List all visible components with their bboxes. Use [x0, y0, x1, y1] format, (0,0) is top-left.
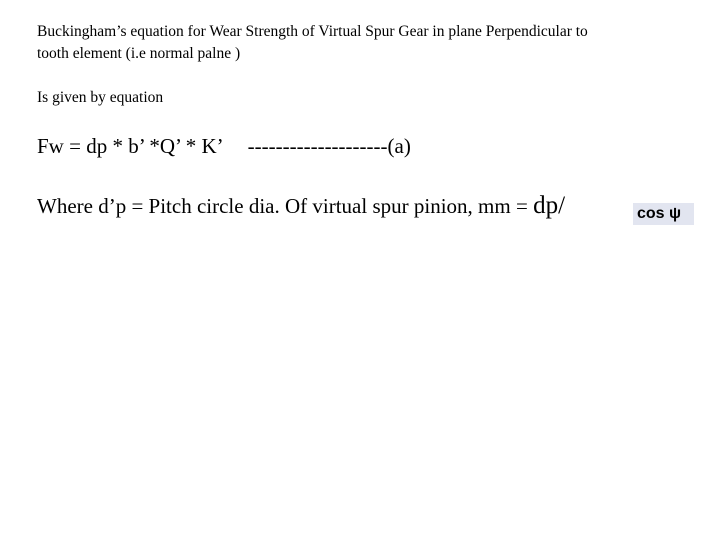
- heading-line-2: tooth element (i.e normal palne ): [37, 45, 241, 62]
- cos-psi-term: cos ψ: [633, 203, 694, 225]
- wear-strength-equation: [37, 134, 411, 159]
- definition-line: [37, 192, 565, 220]
- intro-text: Is given by equation: [37, 89, 164, 106]
- definition-text: Where d’p = Pitch circle dia. Of virtual spur pinion, mm =: [37, 194, 534, 218]
- equation-rhs: --------------------(a): [247, 134, 411, 158]
- equation-lhs: Fw = dp * b’ *Q’ * K’: [37, 134, 224, 158]
- dp-term: dp/: [533, 192, 566, 219]
- heading-line-1: Buckingham’s equation for Wear Strength of Virtual Spur Gear in plane Perpendicular to: [37, 23, 588, 40]
